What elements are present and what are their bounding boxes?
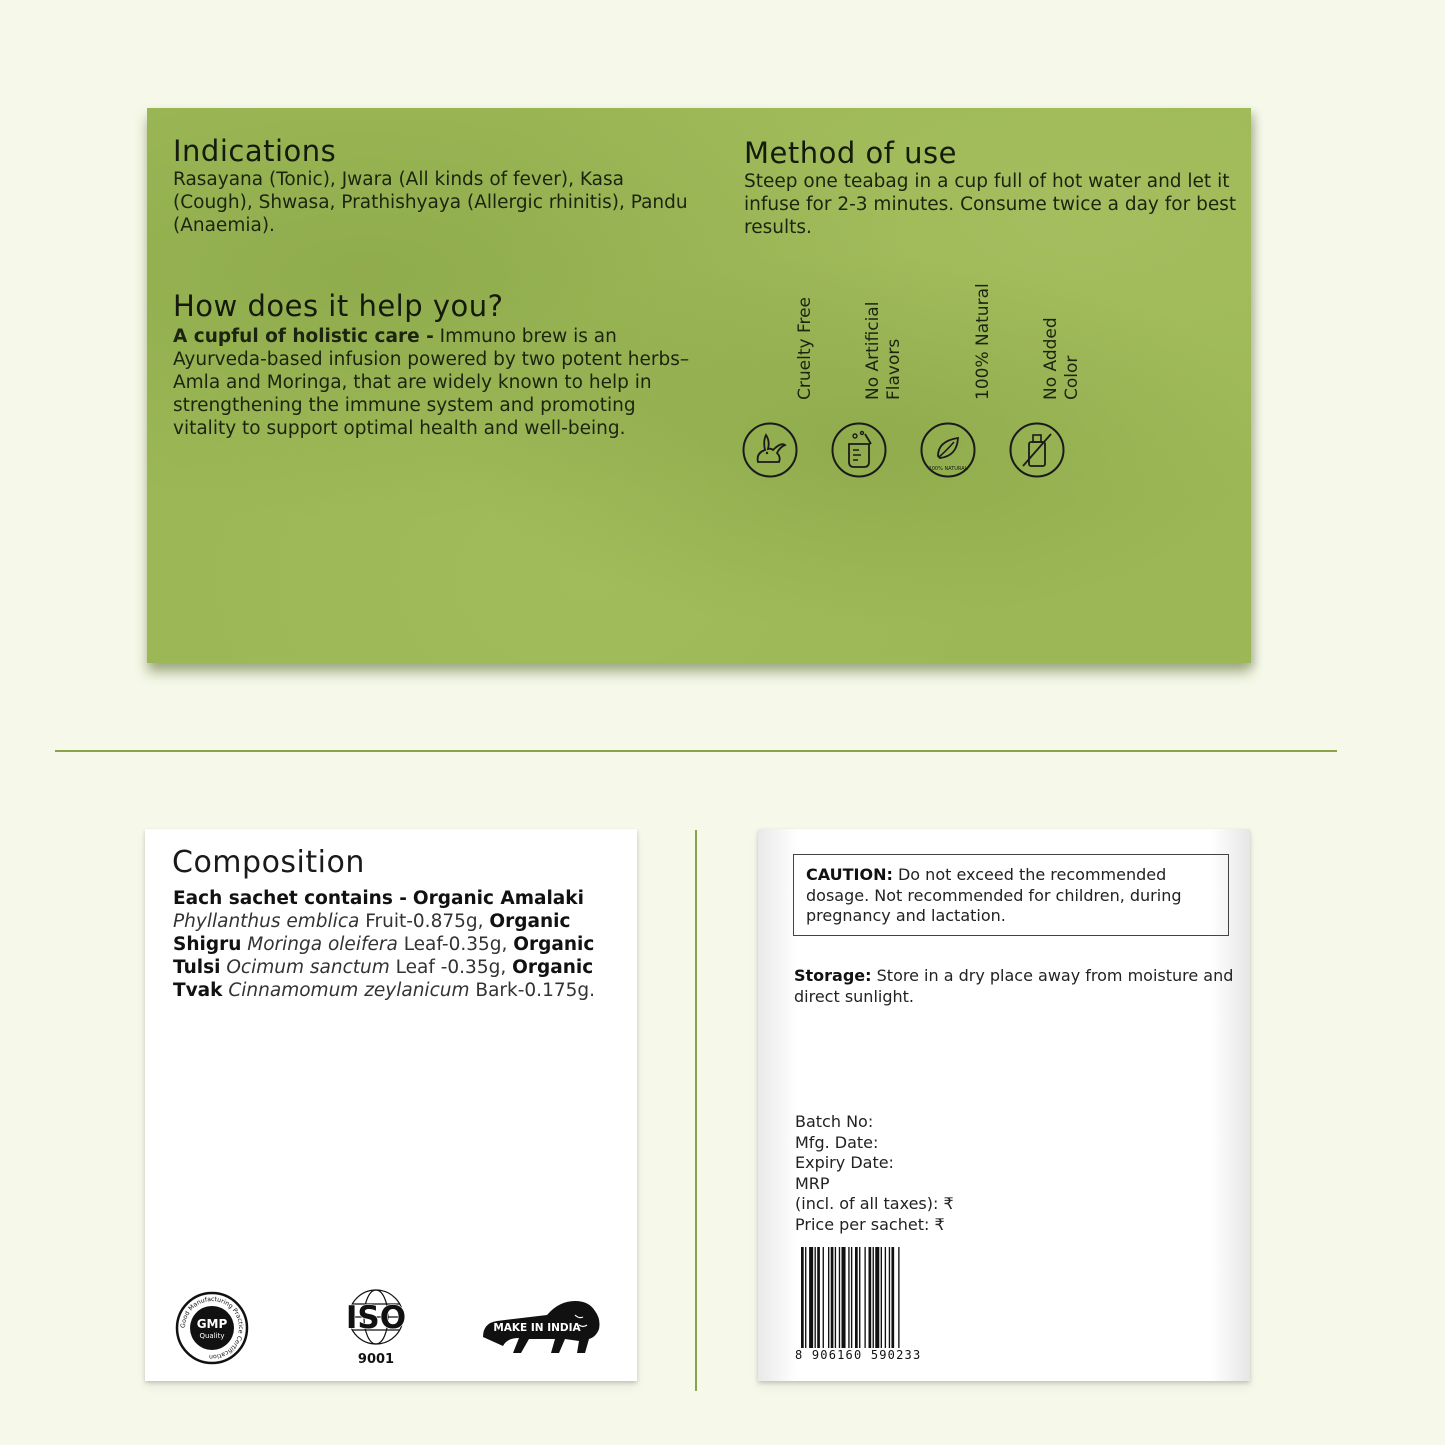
barcode-bar <box>817 1247 820 1351</box>
iso-logo <box>342 1287 410 1367</box>
badge-label: No Artificial Flavors <box>863 301 904 400</box>
caution-box <box>793 854 1229 936</box>
indications-text: Rasayana (Tonic), Jwara (All kinds of fever), Kasa (Cough), Shwasa, Prathishyaya (Allergic rhinitis), Pandu (Anaemia). <box>173 169 688 236</box>
price-per-sachet: Price per sachet: ₹ <box>795 1214 945 1234</box>
no-color-icon <box>1009 422 1065 478</box>
badge-label: Cruelty Free <box>795 296 815 400</box>
barcode-bar <box>823 1247 824 1351</box>
batch-no: Batch No: <box>795 1112 874 1131</box>
mrp-incl-taxes: (incl. of all taxes): ₹ <box>795 1194 954 1213</box>
ingredient-part: Leaf-0.35g, <box>403 934 508 955</box>
badge-100-natural <box>920 276 993 486</box>
help-title: How does it help you? <box>173 289 504 323</box>
batch-details <box>795 1112 954 1235</box>
caution-label: CAUTION: <box>806 865 893 884</box>
badge-no-added-color <box>1009 276 1082 486</box>
caution-text: Do not exceed the recommended dosage. Not recommended for children, during pregnancy and lactation. <box>806 865 1182 925</box>
help-section <box>173 289 693 440</box>
svg-text:100% NATURAL: 100% NATURAL <box>928 466 968 472</box>
ingredient-part: Bark-0.175g. <box>475 980 595 1001</box>
badge-label: No Added Color <box>1041 317 1082 400</box>
leaf-icon <box>920 422 976 478</box>
barcode-bar <box>898 1247 899 1361</box>
ingredient-name: Organic Tulsi <box>173 934 595 978</box>
mfg-date: Mfg. Date: <box>795 1132 879 1152</box>
svg-text:ISO: ISO <box>345 1300 407 1336</box>
help-lead: A cupful of holistic care - <box>173 326 434 347</box>
feature-badges <box>742 276 1082 496</box>
barcode-bar <box>885 1247 886 1351</box>
ingredient-part: Fruit-0.875g, <box>365 911 484 932</box>
ingredient-name: Organic Amalaki <box>412 888 584 909</box>
barcode-bar <box>875 1247 879 1351</box>
product-info-panel <box>147 108 1251 663</box>
barcode-bar <box>869 1247 872 1351</box>
help-text <box>173 325 693 440</box>
barcode-bar <box>891 1247 894 1351</box>
horizontal-divider <box>55 750 1337 752</box>
label-card <box>758 829 1250 1381</box>
vertical-divider <box>695 830 697 1391</box>
barcode-bar <box>848 1247 849 1351</box>
svg-text:9001: 9001 <box>357 1352 395 1367</box>
beaker-icon <box>831 422 887 478</box>
ingredient-latin: Moringa oleifera <box>247 934 398 955</box>
ingredient-name: Organic Shigru <box>173 911 571 955</box>
mrp: MRP <box>795 1173 830 1193</box>
barcode-digits: 8 906160 590233 <box>795 1348 922 1362</box>
help-body: Immuno brew is an Ayurveda-based infusion powered by two potent herbs–Amla and Moringa, that are widely known to help in strengthening the immune system and promoting vitality to support optimal health and well-being. <box>173 326 690 439</box>
barcode-bar <box>801 1247 804 1361</box>
gmp-logo <box>175 1291 249 1365</box>
barcode-bar <box>859 1247 860 1351</box>
right-column <box>744 136 1244 239</box>
storage-info <box>794 966 1234 1007</box>
composition-lead: Each sachet contains - <box>173 888 407 909</box>
barcode-bar <box>831 1247 834 1351</box>
storage-text: Store in a dry place away from moisture and direct sunlight. <box>794 966 1234 1006</box>
badge-no-artificial-flavors <box>831 276 904 486</box>
ingredient-name: Organic Tvak <box>173 957 594 1001</box>
method-text: Steep one teabag in a cup full of hot water and let it infuse for 2-3 minutes. Consume twice a day for best results. <box>744 171 1237 238</box>
rabbit-icon <box>742 422 798 478</box>
barcode-bar <box>881 1247 882 1351</box>
left-column <box>173 134 693 440</box>
barcode-bar <box>873 1247 874 1351</box>
composition-title: Composition <box>172 845 365 880</box>
ingredient-part: Leaf -0.35g, <box>395 957 507 978</box>
barcode-bar <box>828 1247 829 1351</box>
barcode-bar <box>805 1247 806 1361</box>
ingredient-latin: Cinnamomum zeylanicum <box>228 980 470 1001</box>
make-in-india-logo <box>479 1297 603 1359</box>
composition-text <box>173 887 623 1002</box>
svg-text:Quality: Quality <box>199 1332 225 1340</box>
barcode-bar <box>815 1247 816 1351</box>
expiry-date: Expiry Date: <box>795 1153 894 1172</box>
svg-text:MAKE IN INDIA: MAKE IN INDIA <box>493 1322 581 1334</box>
barcode-bar <box>809 1247 813 1351</box>
barcode-bar <box>842 1247 846 1351</box>
barcode-bar <box>855 1247 858 1351</box>
barcode-bar <box>851 1247 852 1361</box>
method-title: Method of use <box>744 136 957 170</box>
composition-card <box>145 829 637 1381</box>
svg-text:GMP: GMP <box>196 1317 228 1331</box>
storage-label: Storage: <box>794 966 872 985</box>
indications-title: Indications <box>173 134 337 168</box>
svg-text:Good Manufacturing Practice Ce: Good Manufacturing Practice Certification <box>179 1295 245 1361</box>
barcode-bar <box>839 1247 840 1351</box>
barcode-bar <box>889 1247 890 1351</box>
barcode-bar <box>835 1247 836 1351</box>
ingredient-latin: Phyllanthus emblica <box>173 911 360 932</box>
badge-cruelty-free <box>742 276 815 486</box>
ingredient-latin: Ocimum sanctum <box>226 957 390 978</box>
badge-label: 100% Natural <box>973 283 993 400</box>
barcode-bar <box>864 1247 865 1351</box>
